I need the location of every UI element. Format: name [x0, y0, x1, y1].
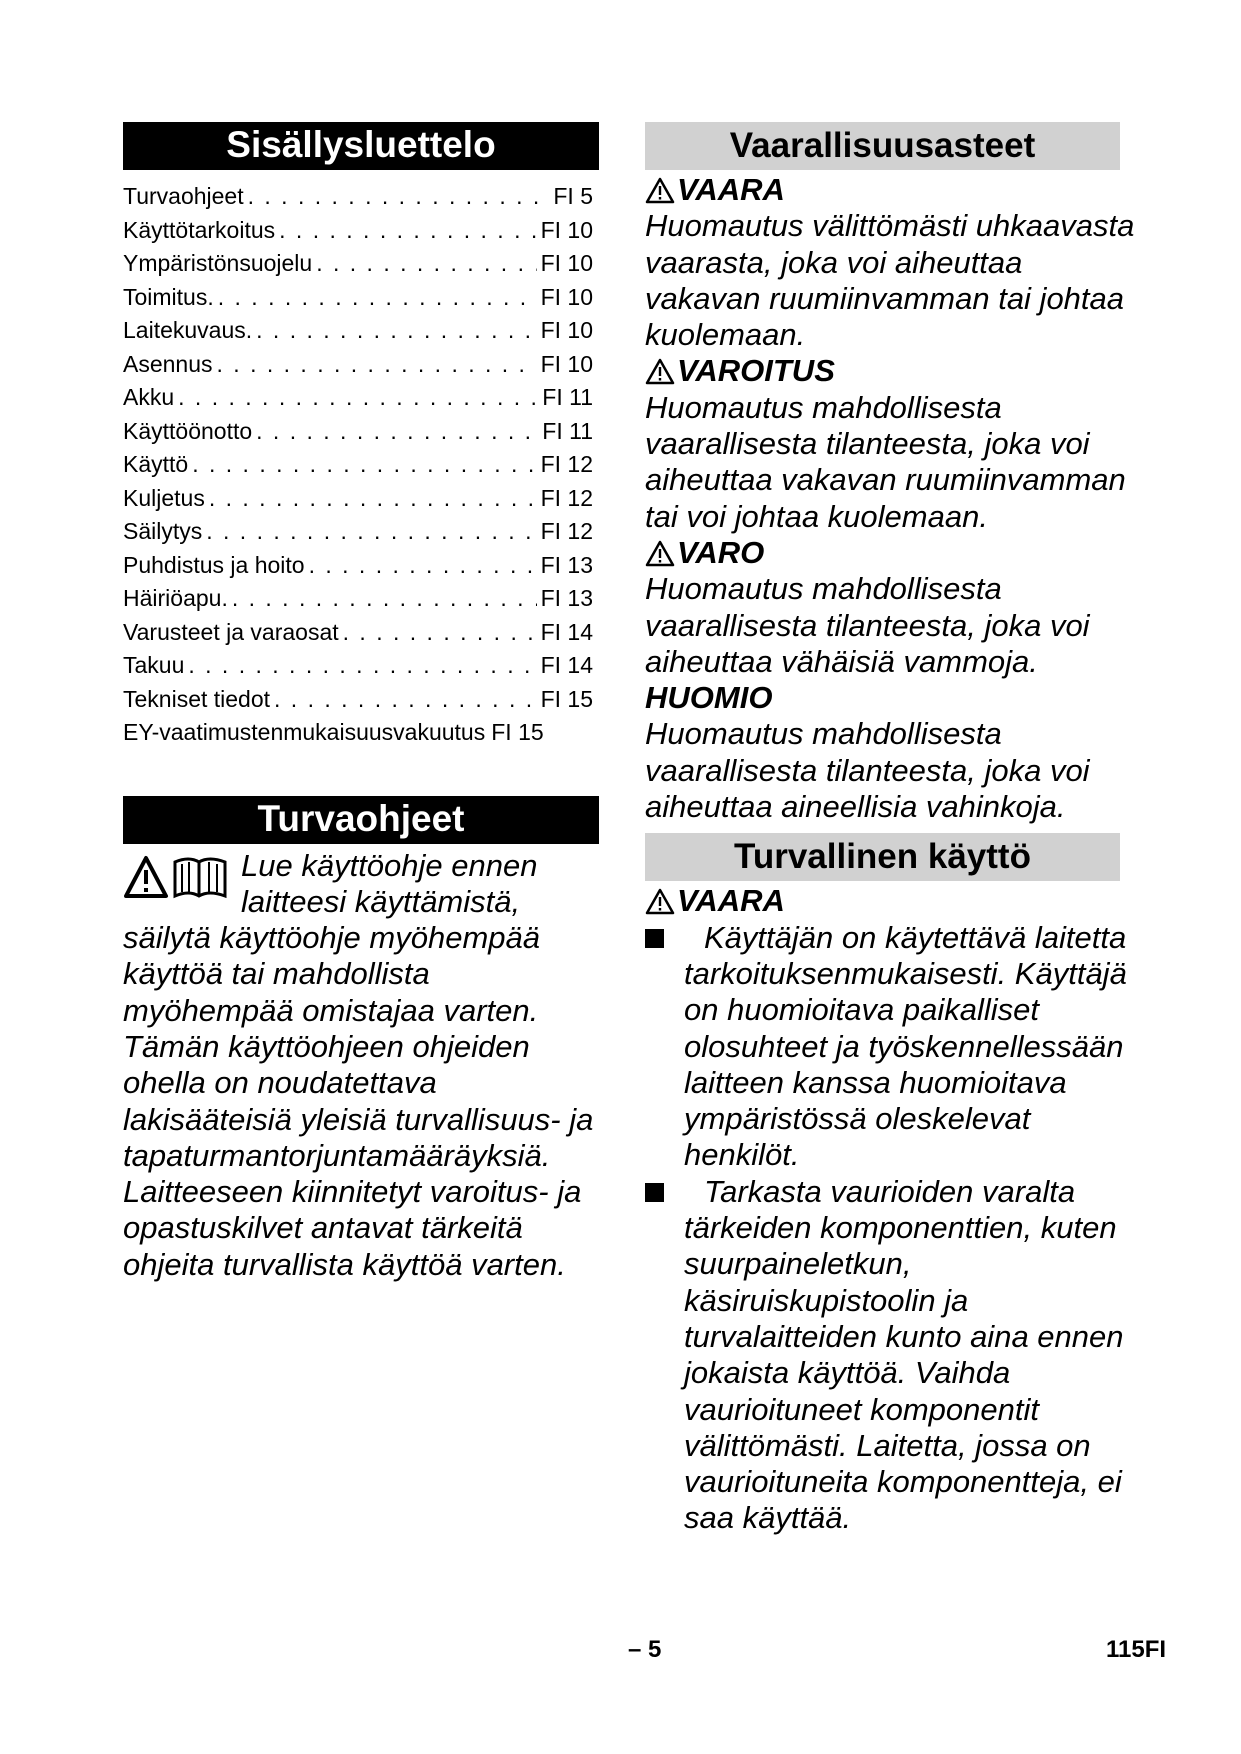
toc-entry[interactable]	[123, 314, 593, 348]
toc-entry[interactable]	[123, 549, 593, 583]
toc-entry[interactable]	[123, 716, 593, 750]
hazard-description: Huomautus mahdollisesta vaarallisesta tilanteesta, joka voi aiheuttaa vähäisiä vammoja.	[645, 571, 1090, 679]
toc-entry-title: Säilytys	[123, 518, 203, 544]
list-item	[645, 1174, 1145, 1537]
toc-entry-page: FI 12	[540, 451, 593, 477]
hazard-description: Huomautus välittömästi uhkaavasta vaarasta, joka voi aiheuttaa vakavan ruumiinvamman tai johtaa kuolemaan.	[645, 208, 1135, 353]
list-item-text: Tarkasta vaurioiden varalta tärkeiden komponenttien, kuten suurpaineletkun, käsiruiskupistoolin ja turvalaitteiden kunto aina ennen jokaista käyttöä. Vaihda vaurioituneet komponentit välittömästi. Laitetta, jossa on vaurioituneita komponentteja, ei saa käyttää.	[684, 1173, 1124, 1536]
hazard-description: Huomautus mahdollisesta vaarallisesta tilanteesta, joka voi aiheuttaa aineellisia vahinkoja.	[645, 716, 1090, 825]
toc-leader-dots	[309, 549, 537, 583]
toc-leader-dots	[274, 683, 537, 717]
toc-entry-page: FI 12	[540, 518, 593, 544]
hazard-label-text: VAARA	[677, 172, 785, 207]
toc-entry-title: Käyttö	[123, 451, 189, 477]
warning-triangle-icon	[645, 177, 675, 204]
document-code: 115FI	[1106, 1636, 1167, 1663]
toc-entry[interactable]	[123, 515, 593, 549]
hazard-label-text: VARO	[677, 534, 765, 570]
toc-leader-dots	[256, 415, 538, 449]
toc-entry[interactable]	[123, 482, 593, 516]
list-item-text: Käyttäjän on käytettävä laitetta tarkoituksenmukaisesti. Käyttäjä on huomioitava paikalliset olosuhteet ja työskennellessään laitteen kanssa huomioitava ympäristössä oleskelevat henkilöt.	[684, 919, 1127, 1173]
toc-entry-page: FI 10	[540, 216, 593, 243]
toc-entry-page: FI 10	[540, 250, 593, 276]
toc-entry-page: FI 10	[540, 283, 593, 310]
toc-entry[interactable]	[123, 448, 593, 482]
safety-heading: Turvaohjeet	[123, 796, 599, 844]
hazard-description: Huomautus mahdollisesta vaarallisesta tilanteesta, joka voi aiheuttaa vakavan ruumiinvamman tai voi johtaa kuolemaan.	[645, 389, 1126, 534]
toc-leader-dots	[178, 381, 538, 415]
toc-entry[interactable]	[123, 616, 593, 650]
toc-entry-page: FI 12	[540, 484, 593, 511]
hazard-label-caution	[645, 535, 1145, 571]
toc-entry-title: Häiriöapu.	[123, 585, 228, 611]
hazard-label-warning	[645, 353, 1145, 389]
hazard-label-text: VAROITUS	[677, 353, 835, 389]
toc-entry-page: FI 15	[491, 719, 544, 745]
warning-triangle-icon	[645, 358, 675, 385]
toc-entry-title: Käyttöönotto	[123, 417, 253, 444]
hazard-label-text: HUOMIO	[645, 680, 773, 716]
toc-entry[interactable]	[123, 683, 593, 717]
toc-leader-dots	[316, 247, 536, 281]
hazard-levels	[645, 172, 1145, 825]
toc-entry[interactable]	[123, 247, 593, 281]
toc-entry-page: FI 13	[540, 551, 593, 578]
toc-leader-dots	[248, 180, 550, 214]
toc-entry[interactable]	[123, 180, 593, 214]
safety-paragraph: Tämän käyttöohjeen ohjeiden ohella on noudatettava lakisääteisiä yleisiä turvallisuus- ja tapaturmantorjuntamääräyksiä.	[123, 1028, 594, 1173]
toc-leader-dots	[217, 348, 537, 382]
toc-entry-page: FI 5	[553, 183, 593, 209]
toc-entry-title: Kuljetus	[123, 484, 205, 511]
toc-entry-title: Takuu	[123, 652, 185, 678]
toc-entry-page: FI 14	[540, 618, 593, 645]
toc-entry[interactable]	[123, 381, 593, 415]
toc-leader-dots	[209, 482, 537, 516]
safety-paragraph: Lue käyttöohje ennen laitteesi käyttämistä, säilytä käyttöohje myöhempää käyttöä tai mahdollista myöhempää omistajaa varten.	[123, 847, 541, 1028]
toc-entry-title: EY-vaatimustenmukaisuusvakuutus	[123, 719, 486, 745]
toc-leader-dots	[206, 515, 536, 549]
safe-use-heading: Turvallinen käyttö	[645, 833, 1120, 881]
toc-entry[interactable]	[123, 415, 593, 449]
toc-entry[interactable]	[123, 214, 593, 248]
toc-entry-title: Turvaohjeet	[123, 183, 244, 209]
table-of-contents	[123, 180, 599, 750]
toc-entry-page: FI 14	[540, 652, 593, 678]
hazard-label-danger	[645, 172, 1145, 208]
toc-entry-title: Tekniset tiedot	[123, 685, 271, 712]
toc-entry-page: FI 11	[542, 417, 593, 444]
toc-leader-dots	[279, 214, 536, 248]
warning-triangle-icon	[645, 540, 675, 567]
bullet-square-icon	[645, 929, 664, 948]
toc-entry[interactable]	[123, 649, 593, 683]
toc-entry-page: FI 13	[540, 585, 593, 611]
safe-use-section	[645, 883, 1145, 1536]
toc-entry[interactable]	[123, 281, 593, 315]
warning-triangle-icon	[645, 888, 675, 915]
list-item	[645, 920, 1145, 1174]
toc-entry[interactable]	[123, 348, 593, 382]
toc-leader-dots	[256, 314, 536, 348]
toc-entry-title: Asennus	[123, 350, 213, 377]
toc-entry-title: Akku	[123, 384, 175, 410]
toc-entry-page: FI 10	[540, 317, 593, 343]
toc-leader-dots	[232, 582, 537, 616]
toc-leader-dots	[343, 616, 537, 650]
left-column	[123, 122, 599, 1283]
toc-leader-dots	[188, 649, 536, 683]
hazard-label-text: VAARA	[677, 883, 785, 919]
toc-entry-page: FI 11	[542, 384, 593, 410]
warning-read-manual-icon	[123, 852, 231, 900]
toc-entry-page: FI 10	[540, 350, 593, 377]
toc-entry-title: Toimitus.	[123, 283, 214, 310]
toc-leader-dots	[192, 448, 536, 482]
toc-entry-title: Laitekuvaus.	[123, 317, 253, 343]
right-column	[645, 122, 1145, 1537]
toc-entry-title: Ympäristönsuojelu	[123, 250, 313, 276]
hazard-levels-heading: Vaarallisuusasteet	[645, 122, 1120, 170]
toc-entry-title: Käyttötarkoitus	[123, 216, 276, 243]
bullet-square-icon	[645, 1183, 664, 1202]
safety-paragraph: Laitteeseen kiinnitetyt varoitus- ja opastuskilvet antavat tärkeitä ohjeita turvallista käyttöä varten.	[123, 1174, 582, 1282]
safe-use-danger-label	[645, 883, 1145, 919]
page-number: – 5	[628, 1636, 662, 1663]
toc-entry[interactable]	[123, 582, 593, 616]
toc-leader-dots	[218, 281, 537, 315]
toc-heading: Sisällysluettelo	[123, 122, 599, 170]
safety-instructions	[123, 848, 599, 1284]
toc-entry-title: Puhdistus ja hoito	[123, 551, 305, 578]
toc-entry-page: FI 15	[540, 685, 593, 712]
hazard-label-notice	[645, 680, 1145, 716]
toc-entry-title: Varusteet ja varaosat	[123, 618, 339, 645]
